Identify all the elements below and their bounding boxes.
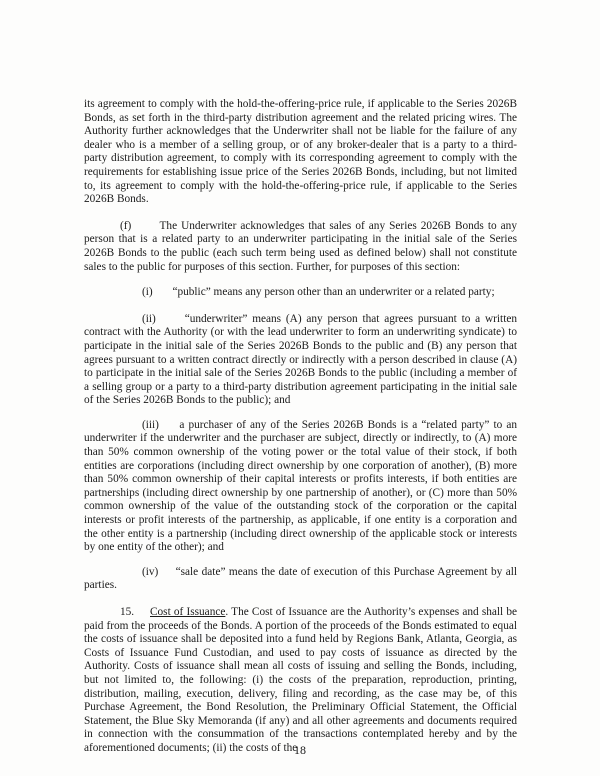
section-15-title: Cost of Issuance: [150, 606, 226, 618]
definition-iv: [84, 566, 517, 593]
paragraph-f-text: The Underwriter acknowledges that sales of any Series 2026B Bonds to any person that is a related party to an underwriter participating in the initial sale of the Series 2026B Bonds to the public (each such term being used as defined below) shall not constitute sales to the public for purposes of this section. Further, for purposes of this section:: [84, 219, 517, 273]
definition-iii: [84, 419, 517, 555]
section-15-paragraph: [84, 606, 517, 756]
paragraph-f-label: (f): [120, 219, 132, 232]
page-number: 18: [294, 743, 306, 757]
definition-ii-label: (ii): [142, 312, 156, 325]
definition-i: [84, 286, 517, 300]
definition-iii-label: (iii): [142, 418, 159, 431]
definition-iv-label: (iv): [142, 565, 159, 578]
definition-i-text: “public” means any person other than an underwriter or a related party;: [172, 286, 495, 299]
definition-i-label: (i): [142, 286, 153, 299]
paragraph-f: [84, 220, 517, 274]
section-15-text: . The Cost of Issuance are the Authority’s expenses and shall be paid from the proceeds of the Bonds. A portion of the proceeds of the Bonds estimated to equal the costs of issuance shall be deposited into a fund held by Regions Bank, Atlanta, Georgia, as Costs of Issuance Fund Custodian, and used to pay costs of issuance as directed by the Authority. Costs of issuance shall mean all costs of issuing and selling the Bonds, including, but not limited to, the following: (i) the costs of the preparation, reproduction, printing, distribution, mailing, execution, delivery, filing and recording, as the case may be, of this Purchase Agreement, the Bond Resolution, the Preliminary Official Statement, the Official Statement, the Blue Sky Memoranda (if any) and all other agreements and documents required in connection with the consummation of the transactions contemplated hereby and by the aforementioned documents; (ii) the costs of the: [84, 606, 518, 754]
definition-iv-text: “sale date” means the date of execution of this Purchase Agreement by all parties.: [84, 565, 517, 592]
continuation-paragraph: its agreement to comply with the hold-the-offering-price rule, if applicable to the Series 2026B Bonds, as set forth in the third-party distribution agreement and the related pricing wires. The Authority further acknowledges that the Underwriter shall not be liable for the failure of any dealer who is a member of a selling group, or of any broker-dealer that is a party to a third-party distribution agreement, to comply with its corresponding agreement to comply with the requirements for establishing issue price of the Series 2026B Bonds, including, but not limited to, its agreement to comply with the hold-the-offering-price rule, if applicable to the Series 2026B Bonds.: [84, 98, 517, 206]
document-body: [84, 98, 517, 756]
definition-ii-text: “underwriter” means (A) any person that agrees pursuant to a written contract with the Authority (or with the lead underwriter to form an underwriting syndicate) to participate in the initial sale of the Series 2026B Bonds to the public and (B) any person that agrees pursuant to a written contract directly or indirectly with a person described in clause (A) to participate in the initial sale of the Series 2026B Bonds to the public (including a member of a selling group or a party to a third-party distribution agreement participating in the initial sale of the Series 2026B Bonds to the public); and: [84, 312, 517, 407]
definition-iii-text: a purchaser of any of the Series 2026B Bonds is a “related party” to an underwriter if the underwriter and the purchaser are subject, directly or indirectly, to (A) more than 50% common ownership of the voting power or the total value of their stock, if both entities are corporations (including direct ownership by one corporation of another), (B) more than 50% common ownership of their capital interests or profits interests, if both entities are partnerships (including direct ownership by one partnership of another), or (C) more than 50% common ownership of the value of the outstanding stock of the corporation or the capital interests or profit interests of the partnership, as applicable, if one entity is a corporation and the other entity is a partnership (including direct ownership of the applicable stock or interests by one entity of the other); and: [84, 418, 517, 554]
definition-ii: [84, 313, 517, 408]
section-15-number: 15.: [120, 606, 135, 618]
